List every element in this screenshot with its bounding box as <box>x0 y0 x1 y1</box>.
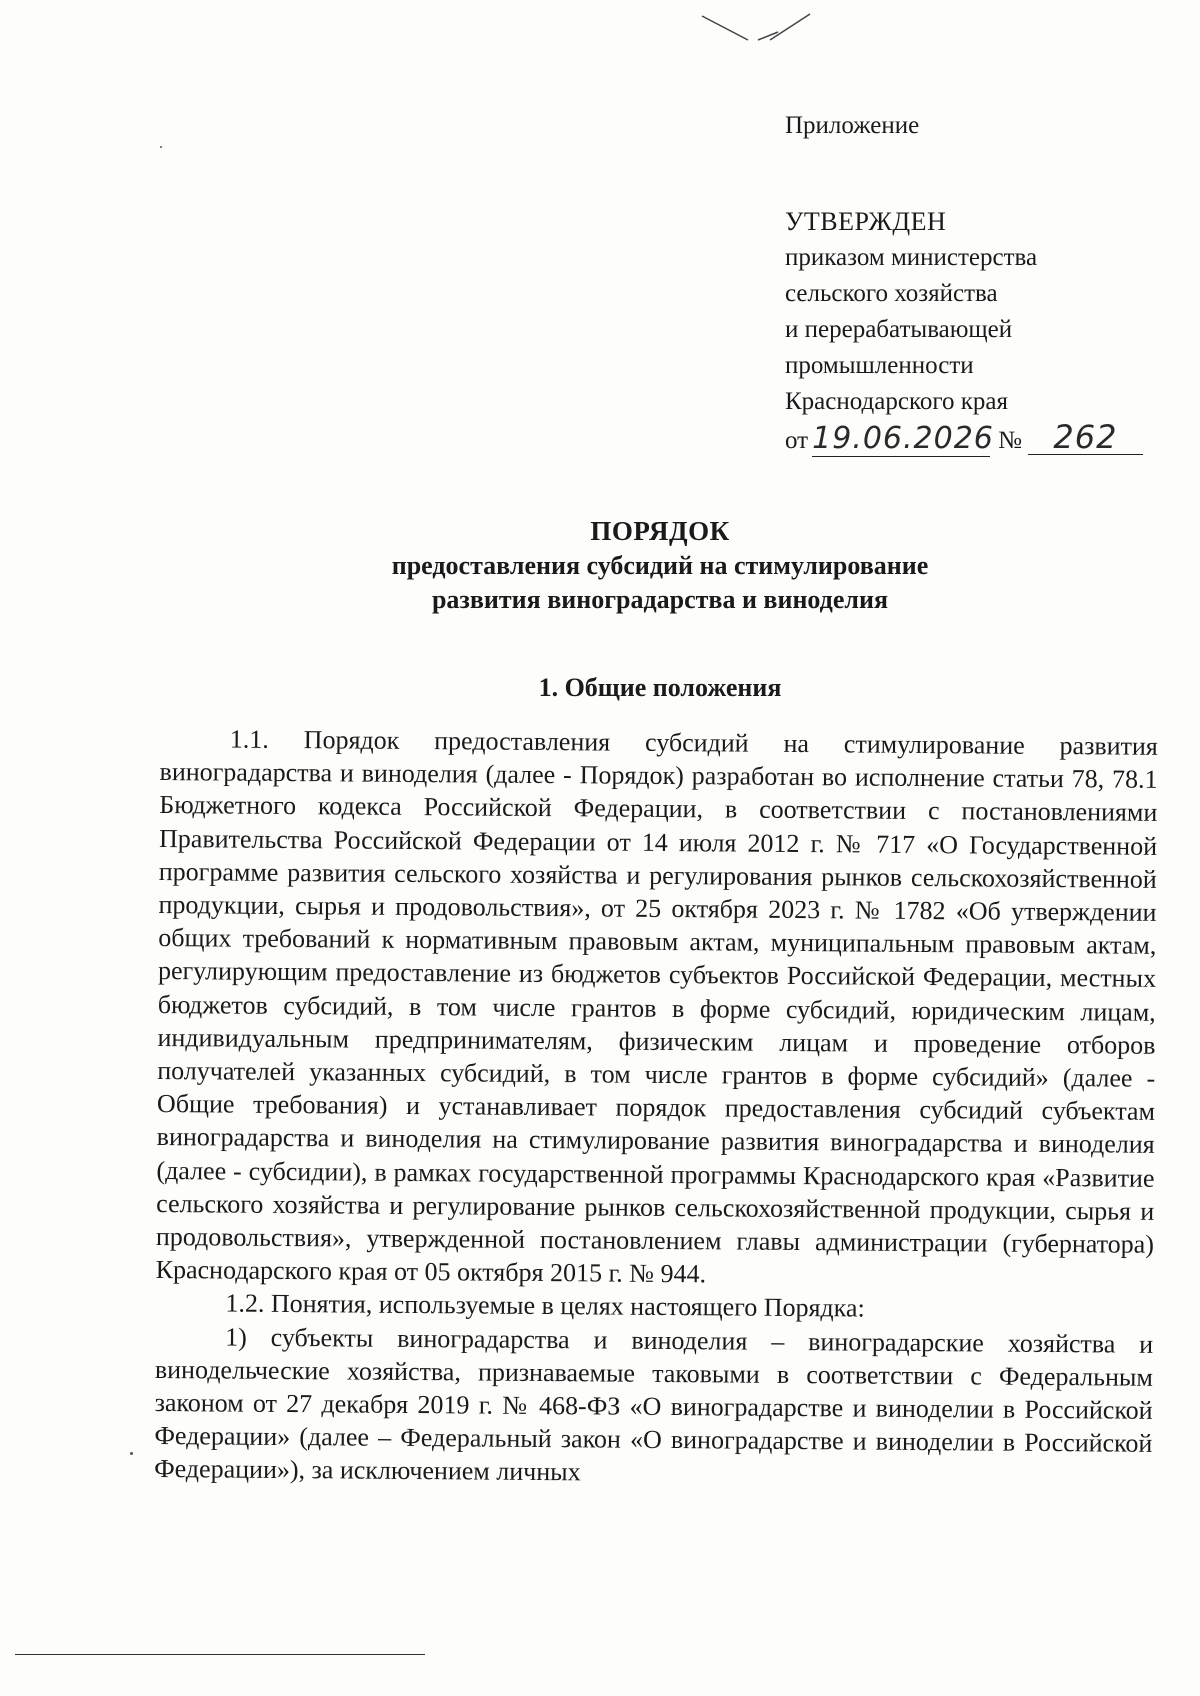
approved-line-4: промышленности <box>785 352 974 379</box>
approved-line-1: приказом министерства <box>785 244 1038 271</box>
paragraph-1-2: 1.2. Понятия, используемые в целях настоящего Порядка: <box>225 1288 865 1324</box>
document-subtitle-line-2: развития виноградарства и виноделия <box>431 585 889 614</box>
document-subtitle-line-1: предоставления субсидий на стимулирование <box>391 551 929 580</box>
approved-line-5: Краснодарского края <box>785 388 1008 415</box>
approved-line-2: сельского хозяйства <box>785 280 998 307</box>
approval-stamp-block <box>785 108 1185 460</box>
handwritten-number: 262 <box>1028 420 1143 455</box>
approved-label: УТВЕРЖДЕН <box>785 207 947 236</box>
paragraph-1-2-item-1: 1) субъекты виноградарства и виноделия – виноградарские хозяйства и винодельческие хозяйства, признаваемые таковыми в соответствии с Федеральным законом от 27 декабря 2019 г. № 468-ФЗ «О виноградарстве и виноделии в Российской Федерации» (далее – Федеральный закон «О виноградарстве и виноделии в Российской Федерации»), за исключением личных <box>154 1322 1154 1487</box>
document-title-block <box>160 513 1160 617</box>
paragraph-1-1: 1.1. Порядок предоставления субсидий на стимулирование развития виноградарства и виноделия (далее - Порядок) разработан во исполнение статьи 78, 78.1 Бюджетного кодекса Российской Федерации, в соответствии с постановлениями Правительства Российской Федерации от 14 июля 2012 г. № 717 «О Государственной программе развития сельского хозяйства и регулирования рынков сельскохозяйственной продукции, сырья и продовольствия», от 25 октября 2023 г. № 1782 «Об утверждении общих требований к нормативным правовым актам, муниципальным правовым актам, регулирующим предоставление из бюджетов субъектов Российской Федерации, местных бюджетов субсидий, в том числе грантов в форме субсидий, юридическим лицам, индивидуальным предпринимателям, физическим лицам и проведение отборов получателей указанных субсидий, в том числе грантов в форме субсидий» (далее - Общие требования) и устанавливает порядок предоставления субсидий субъектам виноградарства и виноделия на стимулирование развития виноградарства и виноделия (далее - субсидии), в рамках государственной программы Краснодарского края «Развитие сельского хозяйства и регулирование рынков сельскохозяйственной продукции, сырья и продовольствия», утвержденной постановлением главы администрации (губернатора) Краснодарского края от 05 октября 2015 г. № 944. <box>155 724 1158 1289</box>
attachment-label: Приложение <box>785 112 920 139</box>
date-prefix: от <box>785 427 809 454</box>
document-title: ПОРЯДОК <box>590 516 730 546</box>
scan-speck <box>130 1452 133 1455</box>
footnote-separator-line <box>15 1654 425 1655</box>
approved-line-3: и перерабатывающей <box>785 316 1013 343</box>
scan-corner-mark <box>700 10 820 50</box>
scan-speck <box>160 146 162 148</box>
section-body <box>154 722 1158 1493</box>
number-sign: № <box>998 427 1022 454</box>
section-heading: 1. Общие положения <box>538 673 782 702</box>
handwritten-date: 19.06.2026 <box>812 421 994 456</box>
date-number-row <box>785 420 1185 460</box>
